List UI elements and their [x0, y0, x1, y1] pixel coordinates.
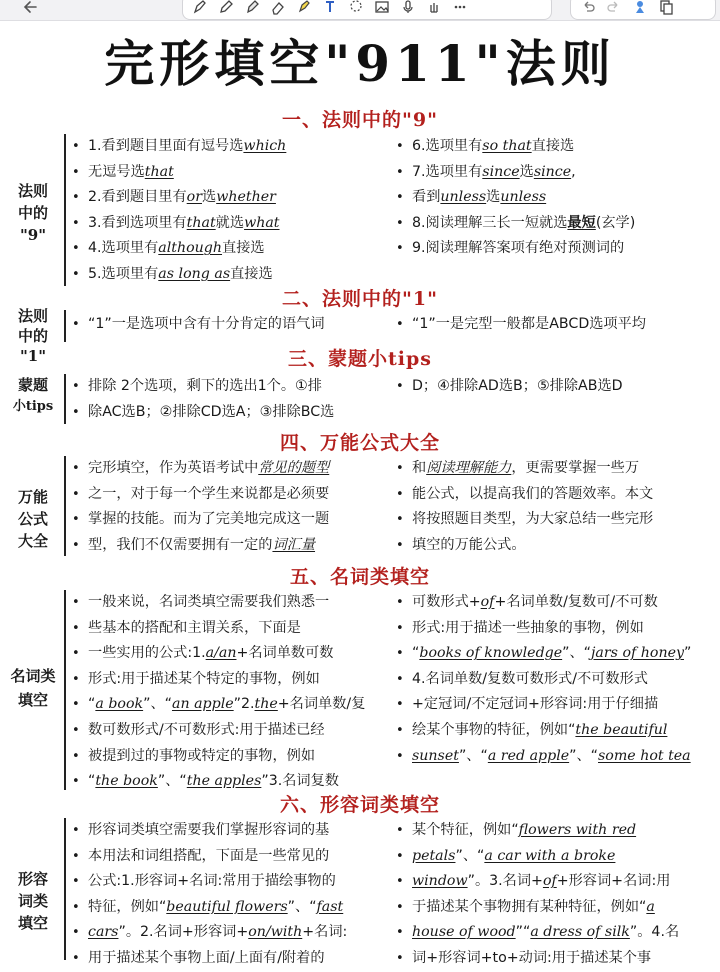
top-toolbar — [0, 0, 720, 21]
section-heading-5: 五、名词类填空 — [289, 566, 430, 588]
side-label-4: 万能 公式 大全 — [17, 488, 48, 550]
brace-line-4 — [64, 456, 66, 556]
section-heading-3: 三、蒙题小tips — [288, 348, 432, 370]
pencil-icon[interactable] — [217, 0, 235, 15]
brace-line-5 — [64, 590, 66, 790]
section-5-right-column: • 可数形式+ of +名词单数/复数可/不可数 • 形式:用于描述一些抽象的事物，例如 • “ books of knowledge ”、“ jars of honey ” • 4.名词单数/复数可数形式/不可数形式 • +定冠词/不定冠词+形容词:用于仔细描 • 绘某个事物的特征，例如“ the beautiful • sunset ”、“ a red apple ”、“ some hot tea — [396, 594, 692, 764]
section-heading-6: 六、形容词类填空 — [279, 794, 440, 816]
figure-icon[interactable] — [631, 0, 649, 15]
section-3-left-column: • 排除 2个选项，剩下的选出1个。①排 • 除AC选B；②排除CD选A；③排除BC选 — [72, 378, 335, 420]
brace-line-6 — [64, 818, 66, 960]
pen-icon[interactable] — [191, 0, 209, 15]
eraser-icon[interactable] — [269, 0, 287, 15]
side-label-2: 法则 中的 "1" — [17, 307, 48, 365]
brace-line-3 — [64, 374, 66, 424]
back-arrow-icon — [22, 0, 40, 16]
section-1-right-column: • 6.选项里有 so that 直接选 • 7.选项里有 since 选 since , • 看到 unless 选 unless • 8.阅读理解三长一短就选 最短 (玄学) • 9.阅读理解答案项有绝对预测词的 — [396, 138, 636, 257]
page-title: 完形填空"911"法则 — [104, 34, 616, 93]
section-heading-1: 一、法则中的"9" — [281, 109, 439, 131]
side-label-1: 法则 中的 "9" — [17, 182, 48, 244]
section-5-left-column: • 一般来说，名词类填空需要我们熟悉一 • 些基本的搭配和主谓关系，下面是 • 一些实用的公式:1. a/an +名词单数可数 • 形式:用于描述某个特定的事物，例如 • “ a book ”、“ an apple ”2. the +名词单数/复 • 数可数形式/不可数形式:用于描述已经 • 被提到过的事物或特定的事物，例如 • “ the book ”、“ the apples ”3.名词复数 — [72, 594, 366, 790]
section-6-right-column: • 某个特征，例如“ flowers with red • petals ”、“ a car with a broke • window ”。3.名词+ of +形容词+名词:用 • 于描述某个事物拥有某种特征，例如“ a • house of wood ”“ a dress of silk ”。4.名 • 词+形容词+to+动词:用于描述某个事 — [396, 822, 680, 966]
lasso-icon[interactable] — [347, 0, 365, 15]
section-4-left-column: • 完形填空，作为英语考试中 常见的题型 • 之一，对于每一个学生来说都是必须要 • 掌握的技能。而为了完美地完成这一题 • 型，我们不仅需要拥有一定的 词汇量 — [72, 460, 330, 553]
marker-icon[interactable] — [243, 0, 261, 15]
section-heading-2: 二、法则中的"1" — [281, 288, 439, 310]
hand-icon[interactable] — [425, 0, 443, 15]
brace-line-1 — [64, 134, 66, 286]
highlighter-icon[interactable] — [295, 0, 313, 15]
section-2-left-column: • “1”一是选项中含有十分肯定的语气词 — [72, 316, 325, 332]
redo-icon[interactable] — [605, 0, 623, 15]
section-4-right-column: • 和 阅读理解能力 ，更需要掌握一些万 • 能公式，以提高我们的答题效率。本文 • 将按照题目类型，为大家总结一些完形 • 填空的万能公式。 — [396, 460, 654, 553]
section-6-left-column: • 形容词类填空需要我们掌握形容词的基 • 本用法和词组搭配，下面是一些常见的 • 公式:1.形容词+名词:常用于描绘事物的 • 特征，例如“ beautiful flowers ”、“ fast • cars ”。2.名词+形容词+ on/with +名词: • 用于描述某个事物上面/上面有/附着的 — [72, 822, 348, 966]
section-3-right-column: • D；④排除AD选B；⑤排除AB选D — [396, 378, 623, 394]
brace-line-2 — [64, 310, 66, 342]
pages-icon[interactable] — [657, 0, 675, 15]
section-1-left-column: • 1.看到题目里面有逗号选 which • 无逗号选 that • 2.看到题目里有 or 选 whether • 3.看到选项里有 that 就选 what • 4.选项里有 although 直接选 • 5.选项里有 as long as 直接选 — [72, 138, 287, 282]
side-label-3: 蒙题 小tips — [12, 376, 54, 414]
section-2-right-column: • “1”一是完型一般都是ABCD选项平均 — [396, 316, 646, 332]
back-button[interactable] — [22, 0, 40, 16]
image-icon[interactable] — [373, 0, 391, 15]
section-heading-4: 四、万能公式大全 — [279, 432, 440, 454]
side-label-5: 名词类 填空 — [10, 667, 56, 709]
text-icon[interactable] — [321, 0, 339, 15]
mic-icon[interactable] — [399, 0, 417, 15]
more-icon[interactable] — [451, 0, 469, 15]
undo-icon[interactable] — [579, 0, 597, 15]
page-tools — [570, 0, 716, 20]
drawing-tools — [182, 0, 552, 20]
side-label-6: 形容 词类 填空 — [17, 870, 48, 932]
